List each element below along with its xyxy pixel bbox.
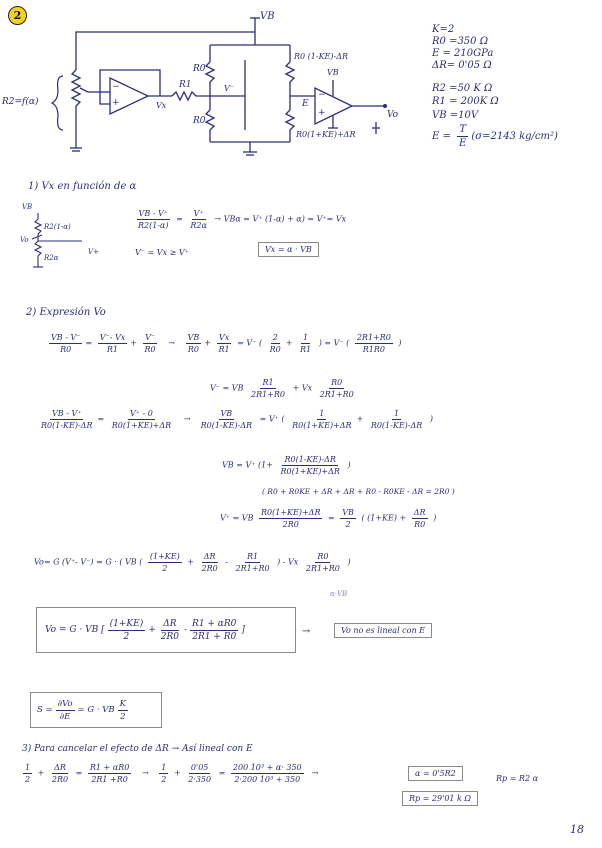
circuit-vminus-label: V⁻ <box>224 84 234 93</box>
problem-number: 2 <box>13 9 22 22</box>
part1-title: 1) Vx en función de α <box>28 181 137 192</box>
div-vo: Vo <box>20 236 29 244</box>
div-vplus: V+ <box>88 248 99 256</box>
p2-line7: Vo= G (V⁺- V⁻) = G · ( VB ( $\frac{(1+KE)}{2}$ + $\frac{\Delta R}{2R0}$ - $\frac{R1}{2R1+R0}$ ) - Vx $\frac{R0}{2R1+R0}$ ) <box>34 552 351 573</box>
amp-minus-sign: − <box>318 90 326 100</box>
circuit-diagram <box>0 0 430 165</box>
circuit-r0-top-label: R0 <box>193 64 206 74</box>
part2-title: 2) Expresión Vo <box>26 307 106 318</box>
part1-eq2: V⁻ = Vx ≥ V⁺ <box>135 248 189 257</box>
nonlinear-arrow: → <box>302 626 311 637</box>
circuit-vx-label: Vx <box>156 101 167 110</box>
nonlinear-note: Vo no es lineal con E <box>334 623 432 638</box>
param-vb: VB =10V <box>432 110 479 121</box>
part3-title: 3) Para cancelar el efecto de ΔR → Así lineal con E <box>22 744 253 754</box>
param-r1: R1 = 200K Ω <box>432 96 499 107</box>
circuit-rb-label: R2=f(α) <box>2 97 39 107</box>
p2-line1: $\frac{VB - V^-}{R0}$ = $\frac{V^-- Vx}{R1}$ + $\frac{V^-}{R0}$ → $\frac{VB}{R0}$ + $\frac{Vx}{R1}$ = V⁻ ( $\frac{2}{R0}$ + $\frac{1}{R1}$ ) = V⁻ ( $\frac{2R1+R0}{R1R0}$ ) <box>51 333 402 354</box>
p2-line6: V⁺ = VB $\frac{R0(1+KE)+\Delta R}{2R0}$ = $\frac{VB}{2}$ ( (1+KE) + $\frac{\Delta R}{R0}$ ) <box>220 508 437 529</box>
p3-equation: $\frac{1}{2}$ + $\frac{\Delta R}{2R0}$ = $\frac{R1 + \alpha R0}{2R1 +R0}$ → $\frac{1}{2}$ + $\frac{0'05}{2\cdot 350}$ = $\frac{\text{200 10³ + α· 350}}{\text{2·200 10³ + 350}}$ → <box>25 763 319 784</box>
div-vb: VB <box>22 203 33 211</box>
part1-result-box: Vx = α · VB <box>258 242 319 257</box>
sensitivity-box: S = $\frac{\partial Vo}{\partial E}$ = G · VB $\frac{K}{2}$ <box>30 692 162 728</box>
page-number: 18 <box>570 823 584 836</box>
circuit-rg-top-label: R0 (1-KE)-ΔR <box>294 52 349 61</box>
p2-line7-note: α·VB <box>330 590 348 598</box>
param-k: K=2 <box>432 24 455 35</box>
p2-line3: $\frac{VB - V^+}{R0(1-KE)-\Delta R}$ = $\frac{V^+ - 0}{R0(1+KE)+\Delta R}$ → $\frac{VB}{R0(1-KE)-\Delta R}$ = V⁺ ( $\frac{1}{R0(1+KE)+\Delta R}$ + $\frac{1}{R0(1-KE)-\Delta R}$ ) <box>41 409 433 430</box>
circuit-vb-label: VB <box>260 11 275 22</box>
param-r0: R0 =350 Ω <box>432 36 489 47</box>
part1-eq1: $\frac{VB - V^+}{R2(1-\alpha)}$ = $\frac{V^+}{R2\alpha}$ → VBα = V⁺ (1-α) + α) = V⁺= Vx <box>138 209 347 230</box>
p2-line4: VB = V⁺ (1+ $\frac{R0(1-KE)-\Delta R}{R0(1+KE)+\Delta R}$ ) <box>222 455 351 476</box>
p2-line5: ( R0 + R0KE + ΔR + ΔR + R0 - R0KE - ΔR = 2R0 ) <box>262 487 455 496</box>
param-r2: R2 =50 K Ω <box>432 83 493 94</box>
div-r-bottom: R2α <box>44 254 59 262</box>
p2-line2: V⁻ = VB $\frac{R1}{2R1+R0}$ + Vx $\frac{R0}{2R1+R0}$ <box>210 378 354 399</box>
div-r-top: R2(1-α) <box>44 223 71 231</box>
circuit-r1-label: R1 <box>179 80 192 90</box>
circuit-vb-amp-label: VB <box>327 68 339 77</box>
p3-result-rp: Rp = 29'01 k Ω <box>402 791 478 806</box>
circuit-r0-bottom-label: R0 <box>193 116 206 126</box>
buffer-minus-sign: − <box>112 82 120 92</box>
p3-result-alpha: α = 0'5R2 <box>408 766 463 781</box>
circuit-vo-label: Vo <box>387 110 399 120</box>
param-dr: ΔR= 0'05 Ω <box>432 60 492 71</box>
amp-plus-sign: + <box>318 108 326 118</box>
param-strain: E = $\frac{T}{E}$ (σ=2143 kg/cm²) <box>432 124 558 149</box>
circuit-rg-bottom-label: R0(1+KE)+ΔR <box>296 130 356 139</box>
vo-result-box: Vo = G · VB [ $\frac{(1+KE)}{2}$ + $\frac{\Delta R}{2R0}$ - $\frac{R1 + \alpha R0}{2R1 + R0}$ ] <box>36 607 296 653</box>
buffer-plus-sign: + <box>112 98 120 108</box>
circuit-epsilon-label: E <box>302 99 309 109</box>
divider-diagram <box>20 205 130 275</box>
p3-side-note: Rp = R2 α <box>496 774 538 783</box>
param-e: E = 210GPa <box>432 48 494 59</box>
